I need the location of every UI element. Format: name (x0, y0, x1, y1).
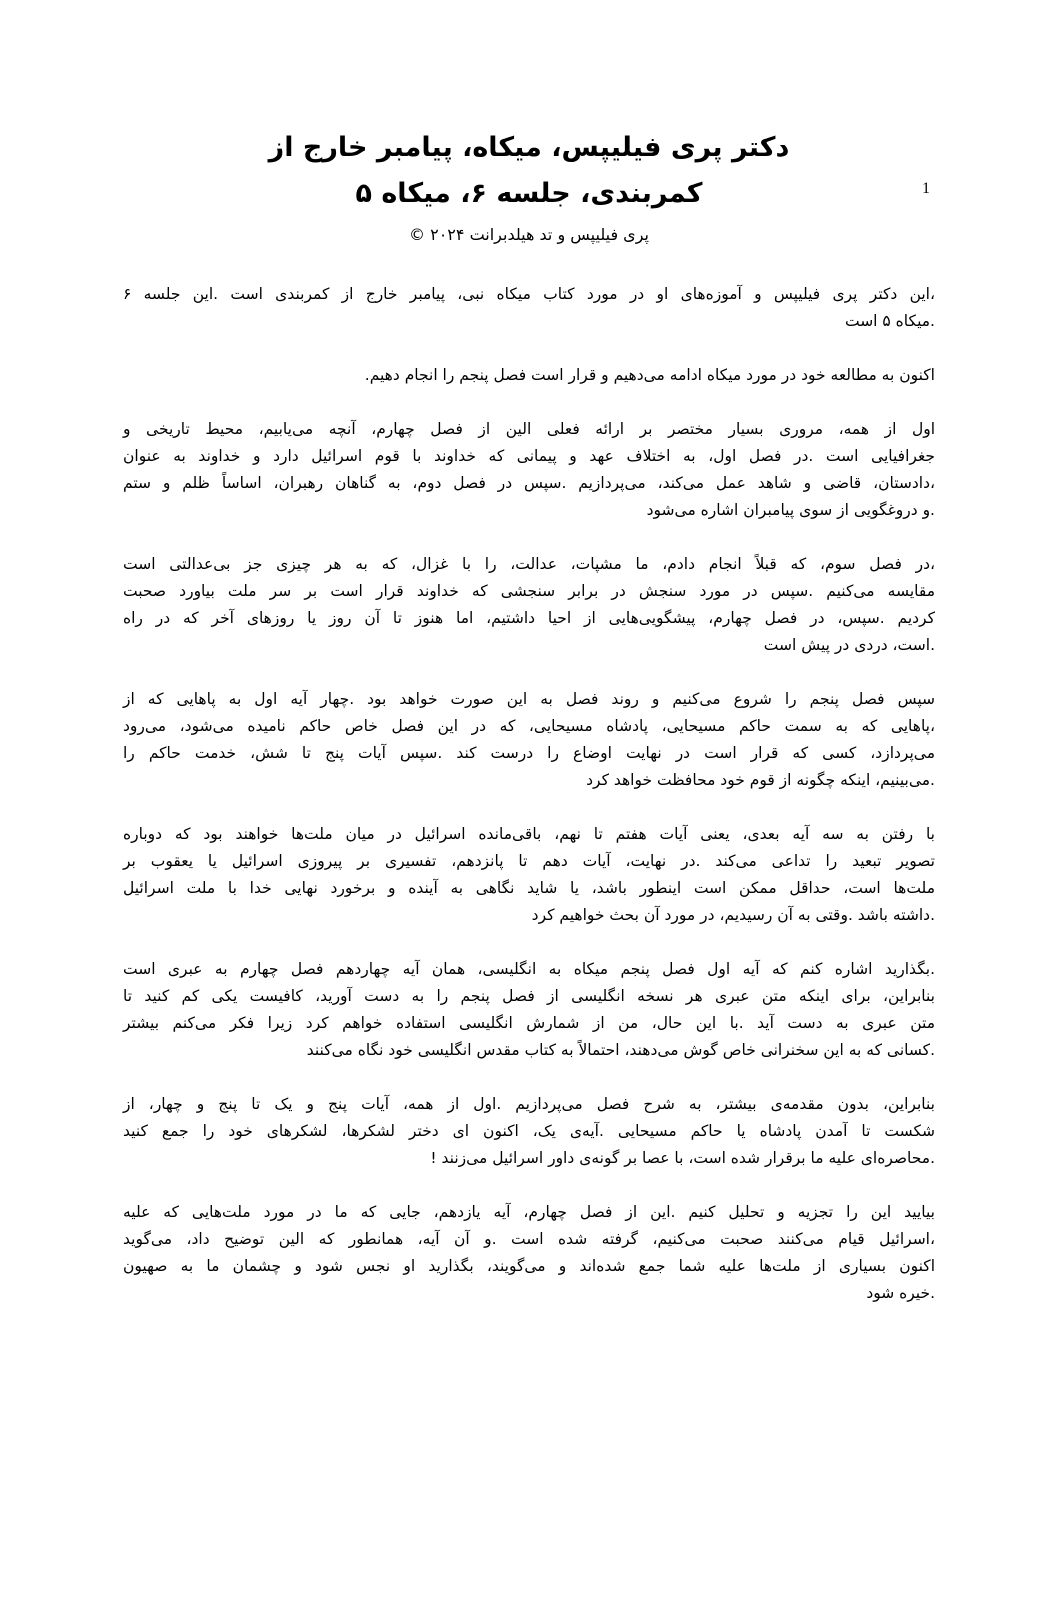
title-line-2: کمربندی، جلسه ۶، میکاه ۵ (355, 178, 703, 209)
document-title (123, 125, 935, 217)
text-line: ،پاهایی که به سمت حاکم مسیحایی، پادشاه مسیحایی، که در این فصل خاص حاکم نامیده می‌شود، می‌رود (123, 717, 935, 735)
text-line: می‌پردازد، کسی که قرار است در نهایت اوضاع را درست کند .سپس آیات پنج تا شش، خدمت حاکم را (123, 744, 935, 762)
text-line: با رفتن به سه آیه بعدی، یعنی آیات هفتم تا نهم، باقی‌مانده اسرائیل در میان ملت‌ها خواهند بود که دوباره (123, 825, 935, 843)
text-line: .کسانی که به این سخنرانی خاص گوش می‌دهند، احتمالاً به کتاب مقدس انگلیسی خود نگاه می‌کنند (306, 1041, 935, 1059)
paragraph (123, 362, 935, 389)
text-line: .بگذارید اشاره کنم که آیه اول فصل پنجم میکاه به انگلیسی، همان آیه چهاردهم فصل چهارم به عبری است (123, 960, 935, 978)
text-line: اکنون بسیاری از ملت‌ها علیه شما جمع شده‌اند و می‌گویند، بگذارید او نجس شود و چشمان ما به صهیون (123, 1257, 935, 1275)
paragraph (123, 1091, 935, 1172)
paragraph (123, 551, 935, 659)
paragraph (123, 281, 935, 335)
text-line: سپس فصل پنجم را شروع می‌کنیم و روند فصل به این صورت خواهد بود .چهار آیه اول به پاهایی که از (123, 690, 935, 708)
text-line: ،در فصل سوم، که قبلاً انجام دادم، ما مشپات، عدالت، را با غزال، که به هر چیزی جز بی‌عدالتی است (123, 555, 935, 573)
paragraph (123, 1199, 935, 1307)
text-line: جغرافیایی است .در فصل اول، به اختلاف عهد و پیمانی که خداوند با قوم اسرائیل دارد و خداوند به عنوان (123, 447, 935, 465)
text-line: .خیره شود (866, 1284, 935, 1302)
text-line: ملت‌ها است، حداقل ممکن است اینطور باشد، یا شاید نگاهی به آینده و برخورد نهایی خدا با ملت اسرائیل (123, 879, 935, 897)
document-page (0, 125, 1058, 1622)
text-line: بنابراین، برای اینکه متن عبری هر نسخه انگلیسی از فصل پنجم را به دست آورید، کافیست یکی کم کنید تا (123, 987, 935, 1005)
text-line: .و دروغگویی از سوی پیامبران اشاره می‌شود (646, 501, 935, 519)
text-line: بیایید این را تجزیه و تحلیل کنیم .این از فصل چهارم، آیه یازدهم، جایی که ما در مورد ملت‌هایی که علیه (123, 1203, 935, 1221)
text-line: .میکاه ۵ است (844, 312, 935, 330)
text-line: کردیم .سپس، در فصل چهارم، پیشگویی‌هایی از احیا داشتیم، اما هنوز تا آن روز یا روزهای آخر که در راه (123, 609, 935, 627)
text-line: متن عبری به دست آید .با این حال، من از شمارش انگلیسی استفاده خواهم کرد زیرا فکر می‌کنم بیشتر (123, 1014, 935, 1032)
text-line: اول از همه، مروری بسیار مختصر بر ارائه فعلی الین از فصل چهارم، آنچه می‌یابیم، محیط تاریخی و (123, 420, 935, 438)
text-line: بنابراین، بدون مقدمه‌ی بیشتر، به شرح فصل می‌پردازیم .اول از همه، آیات پنج و یک تا پنج و چهار، از (123, 1095, 935, 1113)
text-line: مقایسه می‌کنیم .سپس در مورد سنجش در برابر سنجشی که خداوند قرار است بر سر ملت بیاورد صحبت (123, 582, 935, 600)
text-line: ،اسرائیل قیام می‌کنند صحبت می‌کنیم، گرفته شده است .و آن آیه، همانطور که الین توضیح داد، می‌گوید (123, 1230, 935, 1248)
title-line-1: دکتر پری فیلیپس، میکاه، پیامبر خارج از (268, 132, 790, 163)
text-line: .است، دردی در پیش است (763, 636, 935, 654)
document-body (123, 281, 935, 1307)
paragraph (123, 686, 935, 794)
text-line: .محاصره‌ای علیه ما برقرار شده است، با عصا بر گونه‌ی داور اسرائیل می‌زنند ! (430, 1149, 935, 1167)
paragraph (123, 416, 935, 524)
text-line: ،دادستان، قاضی و شاهد عمل می‌کند، می‌پردازیم .سپس در فصل دوم، به گناهان رهبران، اساساً ظلم و ستم (123, 474, 935, 492)
text-line: اکنون به مطالعه خود در مورد میکاه ادامه می‌دهیم و قرار است فصل پنجم را انجام دهیم. (364, 366, 935, 384)
byline: پری فیلیپس و تد هیلدبرانت ۲۰۲۴ © (409, 225, 649, 244)
page-number: 1 (922, 180, 930, 197)
text-line: ،این دکتر پری فیلیپس و آموزه‌های او در مورد کتاب میکاه نبی، پیامبر خارج از کمربندی است .این جلسه ۶ (123, 285, 935, 303)
text-line: شکست تا آمدن پادشاه یا حاکم مسیحایی .آیه‌ی یک، اکنون ای دختر لشکرها، لشکرهای خود را جمع کنید (123, 1122, 935, 1140)
text-line: .داشته باشد .وقتی به آن رسیدیم، در مورد آن بحث خواهیم کرد (531, 906, 935, 924)
text-line: تصویر تبعید را تداعی می‌کند .در نهایت، آیات دهم تا پانزدهم، تفسیری بر پیروزی اسرائیل یا یعقوب بر (123, 852, 935, 870)
text-line: .می‌بینیم، اینکه چگونه از قوم خود محافظت خواهد کرد (586, 771, 935, 789)
paragraph (123, 956, 935, 1064)
paragraph (123, 821, 935, 929)
